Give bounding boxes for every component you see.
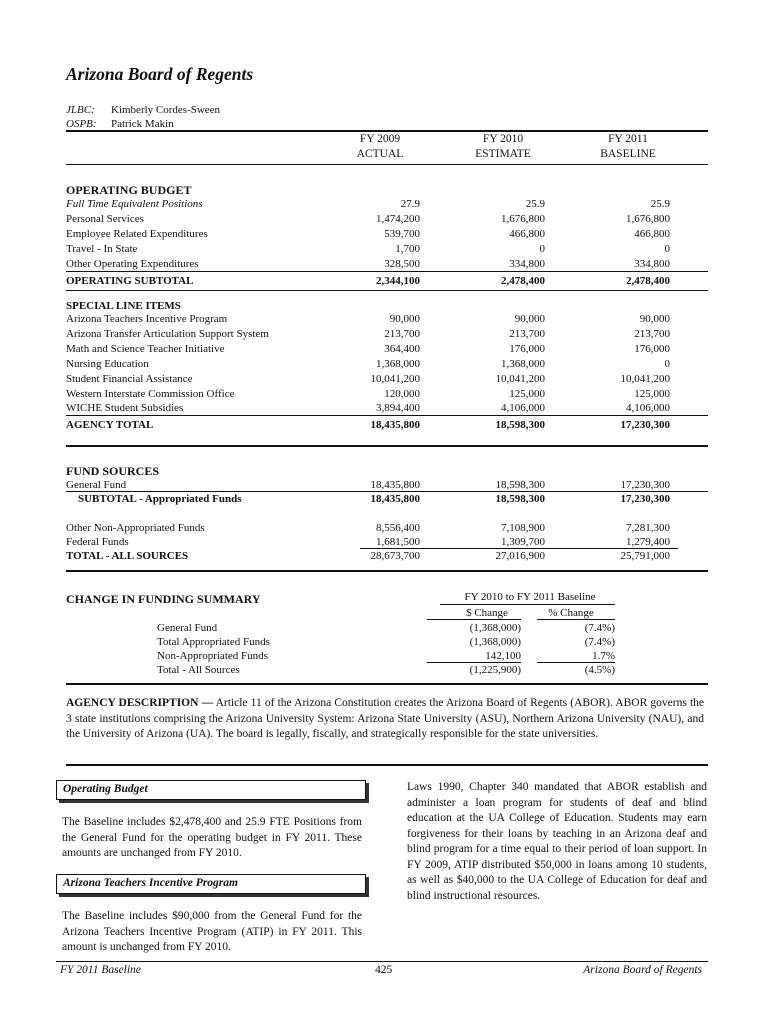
total-all-sources-row: TOTAL - ALL SOURCES 28,673,700 27,016,900 25,791,000 [66, 550, 670, 562]
ospb-label: OSPB: [66, 118, 97, 130]
table-row: Other Non-Appropriated Funds 8,556,400 7,108,900 7,281,300 [66, 522, 670, 534]
change-dollar-header: $ Change [466, 607, 508, 619]
table-row: Employee Related Expenditures 539,700 466,800 466,800 [66, 228, 670, 240]
change-percent-header: % Change [548, 607, 594, 619]
jlbc-label: JLBC: [66, 104, 95, 116]
atip-description-text: Laws 1990, Chapter 340 mandated that ABOR establish and administer a loan program for students of deaf and blind education at the UA College of Education. Students may earn forgiveness for their loans by teaching in an Arizona deaf and blind program for a time equal to their period of loan support. In FY 2009, ATIP distributed $50,000 in loans among 10 students, as well as $40,000 to the UA College of Education for deaf and blind instructional resources. [407, 781, 707, 902]
total-rule [66, 415, 708, 416]
table-row: Western Interstate Commission Office 120,000 125,000 125,000 [66, 388, 670, 400]
change-row: Total Appropriated Funds (1,368,000) (7.4%) [157, 636, 615, 648]
col-header-fy2011: FY 2011 BASELINE [600, 133, 656, 160]
table-row: Federal Funds 1,681,500 1,309,700 1,279,400 [66, 536, 670, 548]
table-row: Math and Science Teacher Initiative 364,400 176,000 176,000 [66, 343, 670, 355]
subtotal-rule [66, 271, 708, 272]
page-number: 425 [375, 964, 393, 976]
fund-sources-heading: FUND SOURCES [66, 464, 160, 478]
section-rule [66, 290, 708, 291]
change-period: FY 2010 to FY 2011 Baseline [464, 591, 596, 603]
table-row: Personal Services 1,474,200 1,676,800 1,676,800 [66, 213, 670, 225]
change-period-rule [440, 604, 615, 605]
footer-left: FY 2011 Baseline [60, 964, 141, 976]
section-rule [66, 570, 708, 572]
atip-box: Arizona Teachers Incentive Program [56, 874, 366, 894]
change-row: Non-Appropriated Funds 142,100 1.7% [157, 650, 615, 662]
change-summary-heading: CHANGE IN FUNDING SUMMARY [66, 592, 261, 606]
section-rule [66, 683, 708, 685]
section-rule [66, 764, 708, 766]
agency-total-row: AGENCY TOTAL 18,435,800 18,598,300 17,230,300 [66, 419, 670, 431]
jlbc-name: Kimberly Cordes-Sween [111, 104, 221, 116]
footer-rule [56, 961, 708, 962]
footer-right: Arizona Board of Regents [583, 964, 702, 976]
change-col-rule [537, 619, 615, 620]
table-row: Nursing Education 1,368,000 1,368,000 0 [66, 358, 670, 370]
col-header-fy2010: FY 2010 ESTIMATE [475, 133, 531, 160]
col-header-rule [66, 164, 708, 165]
col-header-fy2009: FY 2009 ACTUAL [356, 133, 404, 160]
table-row: Other Operating Expenditures 328,500 334,800 334,800 [66, 258, 670, 270]
table-row: General Fund 18,435,800 18,598,300 17,230,300 [66, 479, 670, 491]
section-rule [66, 445, 708, 447]
agency-description: AGENCY DESCRIPTION — Article 11 of the Arizona Constitution creates the Arizona Board of Regents (ABOR). ABOR governs the 3 state institutions comprising the Arizona University System: Arizona State University (ASU), Northern Arizona University (NAU), and the University of Arizona (UA). The board is legally, fiscally, and strategically responsible for the state universities. [66, 697, 704, 740]
table-row: Full Time Equivalent Positions 27.9 25.9 25.9 [66, 198, 670, 210]
change-row: General Fund (1,368,000) (7.4%) [157, 622, 615, 634]
table-row: Student Financial Assistance 10,041,200 10,041,200 10,041,200 [66, 373, 670, 385]
page-title: Arizona Board of Regents [66, 64, 254, 84]
change-row: Total - All Sources (1,225,900) (4.5%) [157, 664, 615, 676]
appropriated-subtotal-row: SUBTOTAL - Appropriated Funds 18,435,800 18,598,300 17,230,300 [78, 493, 670, 505]
ospb-name: Patrick Makin [111, 118, 174, 130]
operating-budget-text: The Baseline includes $2,478,400 and 25.9 FTE Positions from the General Fund for the operating budget in FY 2011. These amounts are unchanged from FY 2010. [62, 816, 362, 859]
table-row: Arizona Teachers Incentive Program 90,000 90,000 90,000 [66, 313, 670, 325]
operating-budget-box: Operating Budget [56, 780, 366, 800]
table-row: WICHE Student Subsidies 3,894,400 4,106,000 4,106,000 [66, 402, 670, 414]
operating-budget-heading: OPERATING BUDGET [66, 183, 192, 197]
table-row: Travel - In State 1,700 0 0 [66, 243, 670, 255]
operating-subtotal-row: OPERATING SUBTOTAL 2,344,100 2,478,400 2,478,400 [66, 275, 670, 287]
table-row: Arizona Transfer Articulation Support System 213,700 213,700 213,700 [66, 328, 670, 340]
change-col-rule [427, 619, 521, 620]
atip-text: The Baseline includes $90,000 from the General Fund for the Arizona Teachers Incentive Program (ATIP) in FY 2011. This amount is unchanged from FY 2010. [62, 910, 362, 953]
special-line-items-heading: SPECIAL LINE ITEMS [66, 300, 181, 312]
